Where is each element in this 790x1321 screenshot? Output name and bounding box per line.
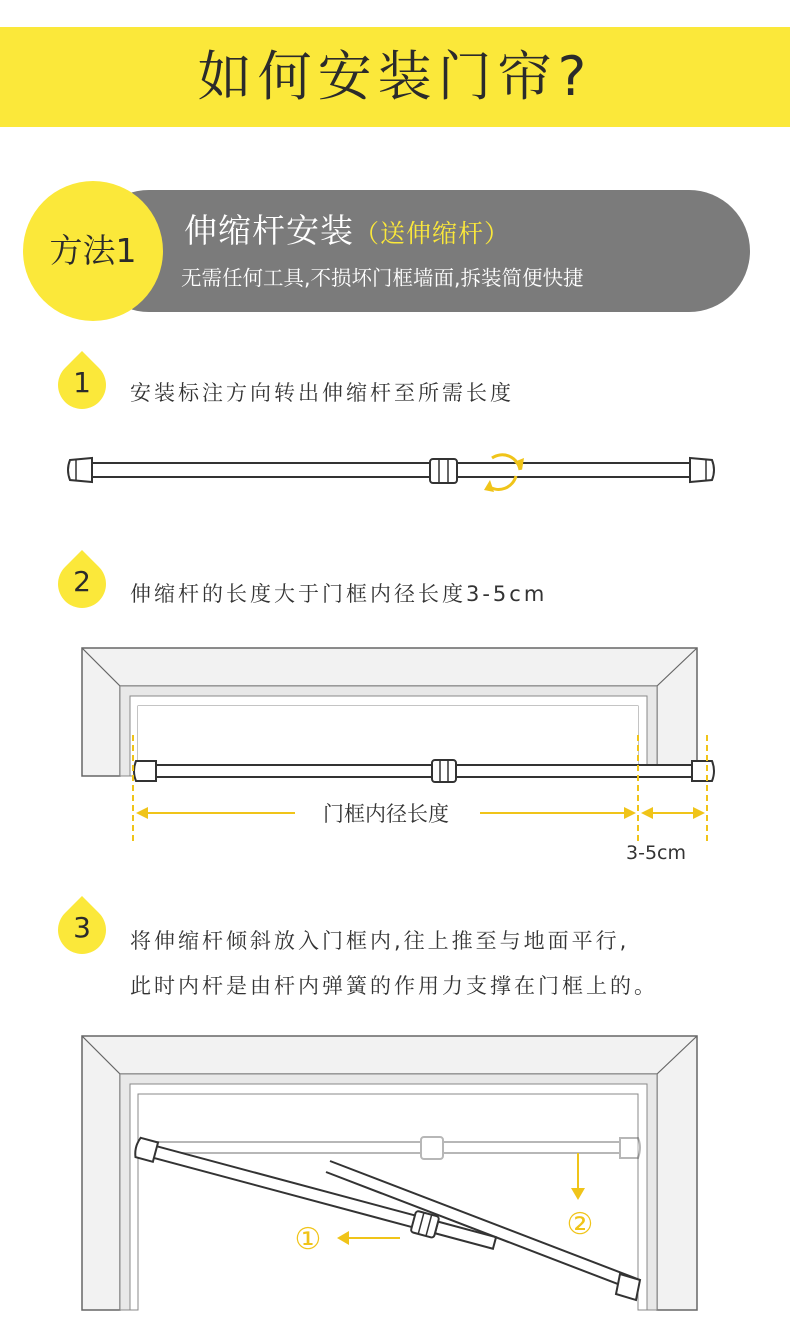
marker-2-label: ② <box>566 1207 594 1242</box>
step-3-text-line-2: 此时内杆是由杆内弹簧的作用力支撑在门框上的。 <box>130 974 658 998</box>
step-3-frame-diagram <box>0 1030 790 1321</box>
step-3-text-line-1: 将伸缩杆倾斜放入门框内,往上推至与地面平行, <box>130 929 630 953</box>
extra-length-label: 3-5cm <box>626 842 686 864</box>
method-title-text: 伸缩杆安装 <box>184 211 354 250</box>
step-1-text: 安装标注方向转出伸缩杆至所需长度 <box>130 381 514 405</box>
page-title: 如何安装门帘? <box>197 45 593 108</box>
step-3-number: 3 <box>73 911 91 944</box>
step-2-number: 2 <box>73 565 91 598</box>
marker-1-label: ① <box>294 1222 322 1257</box>
step-2-frame-diagram <box>0 640 790 870</box>
step-2-text: 伸缩杆的长度大于门框内径长度3-5cm <box>130 582 548 606</box>
title-banner <box>0 27 790 127</box>
inner-width-label: 门框内径长度 <box>323 802 449 826</box>
method-title <box>184 206 510 259</box>
step-1-number: 1 <box>73 366 91 399</box>
method-description: 无需任何工具,不损坏门框墙面,拆装简便快捷 <box>181 266 584 290</box>
method-title-note: （送伸缩杆） <box>354 219 511 248</box>
method-badge-label: 方法1 <box>49 231 137 270</box>
step-1-rod-diagram <box>0 430 790 520</box>
